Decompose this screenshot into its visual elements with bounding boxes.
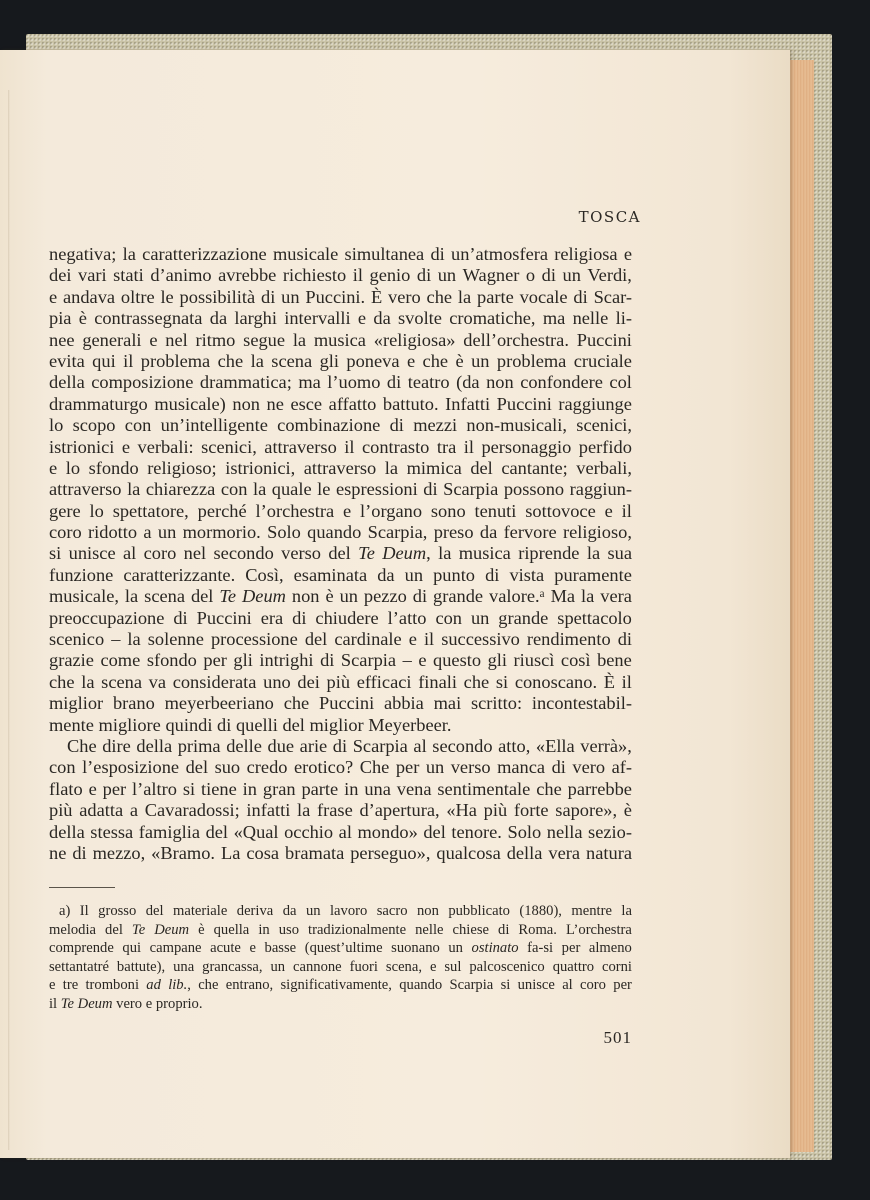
body-line: della stessa famiglia del «Qual occhio al mondo» del tenore. Solo nella sezio- (49, 821, 632, 842)
footnote-line: e tre tromboni ad lib., che entrano, significativamente, quando Scarpia si unisce al coro per (49, 977, 632, 994)
body-text (49, 244, 632, 864)
footnote-rule (49, 887, 115, 888)
body-line: nee generali e nel ritmo segue la musica «religiosa» dell’orchestra. Puccini (49, 329, 632, 350)
body-line: della composizione drammatica; ma l’uomo di teatro (da non confondere col (49, 372, 632, 393)
body-line: che la scena va considerata uno dei più efficaci finali che si conoscano. È il (49, 671, 632, 692)
body-line: gere lo spettatore, perché l’orchestra e l’organo sono tenuti sottovoce e il (49, 500, 632, 521)
body-line: miglior brano meyerbeeriano che Puccini abbia mai scritto: incontestabil- (49, 693, 632, 714)
body-line: e lo sfondo religioso; istrionici, attraverso la mimica del cantante; verbali, (49, 457, 632, 478)
book-page (0, 50, 790, 1158)
body-line: ne di mezzo, «Bramo. La cosa bramata perseguo», qualcosa della vera natura (49, 842, 632, 863)
body-line: lo scopo con un’intelligente combinazione di mezzi non-musicali, scenici, (49, 415, 632, 436)
page-number: 501 (603, 1028, 632, 1047)
body-line: preoccupazione di Puccini era di chiudere l’atto con un grande spettacolo (49, 607, 632, 628)
page-content (0, 50, 790, 1158)
body-line: evita qui il problema che la scena gli poneva e che è un problema cruciale (49, 350, 632, 371)
body-line: dei vari stati d’animo avrebbe richiesto il genio di un Wagner o di un Verdi, (49, 265, 632, 286)
body-line: grazie come sfondo per gli intrighi di Scarpia – e questo gli riuscì così bene (49, 650, 632, 671)
body-line: musicale, la scena del Te Deum non è un pezzo di grande valore.ᵃ Ma la vera (49, 586, 632, 607)
body-line: drammaturgo musicale) non ne esce affatto battuto. Infatti Puccini raggiunge (49, 393, 632, 414)
body-line: Che dire della prima delle due arie di Scarpia al secondo atto, «Ella verrà», (67, 735, 632, 756)
body-line: mente migliore quindi di quelli del miglior Meyerbeer. (49, 714, 452, 735)
body-line: flato e per l’altro si tiene in gran parte in una vena sentimentale che parrebbe (49, 778, 632, 799)
body-line: scenico – la solenne processione del cardinale e il successivo rendimento di (49, 629, 632, 650)
body-line: coro ridotto a un mormorio. Solo quando Scarpia, preso da fervore religioso, (49, 522, 632, 543)
body-line: si unisce al coro nel secondo verso del Te Deum, la musica riprende la sua (49, 543, 632, 564)
footnote-line: melodia del Te Deum è quella in uso tradizionalmente nelle chiese di Roma. L’orchestra (49, 921, 632, 938)
body-line: attraverso la chiarezza con la quale le espressioni di Scarpia possono raggiun- (49, 479, 632, 500)
gutter-shadow (8, 90, 10, 1150)
body-line: pia è contrassegnata da larghi intervalli e da svolte cromatiche, ma nelle li- (49, 308, 632, 329)
footnote-line: comprende qui campane acute e basse (quest’ultime suonano un ostinato fa-si per almeno (49, 940, 632, 957)
body-line: più adatta a Cavaradossi; infatti la frase d’apertura, «Ha più forte sapore», è (49, 800, 632, 821)
footnote-line: il Te Deum vero e proprio. (49, 995, 203, 1012)
footnote-line: a) Il grosso del materiale deriva da un lavoro sacro non pubblicato (1880), mentre la (59, 903, 632, 919)
body-line: con l’esposizione del suo credo erotico? Che per un verso manca di vero af- (49, 757, 632, 778)
body-line: funzione caratterizzante. Così, esaminata da un punto di vista puramente (49, 564, 632, 585)
running-head: TOSCA (578, 208, 641, 226)
body-line: negativa; la caratterizzazione musicale simultanea di un’atmosfera religiosa e (49, 244, 632, 264)
body-line: istrionici e verbali: scenici, attraverso il contrasto tra il personaggio perfido (49, 436, 632, 457)
footnote-line: settantatré battute), una grancassa, un cannone fuori scena, e sul palcoscenico quattro corni (49, 958, 632, 975)
footnotes (49, 902, 632, 1014)
body-line: e andava oltre le possibilità di un Puccini. È vero che la parte vocale di Scar- (49, 286, 632, 307)
